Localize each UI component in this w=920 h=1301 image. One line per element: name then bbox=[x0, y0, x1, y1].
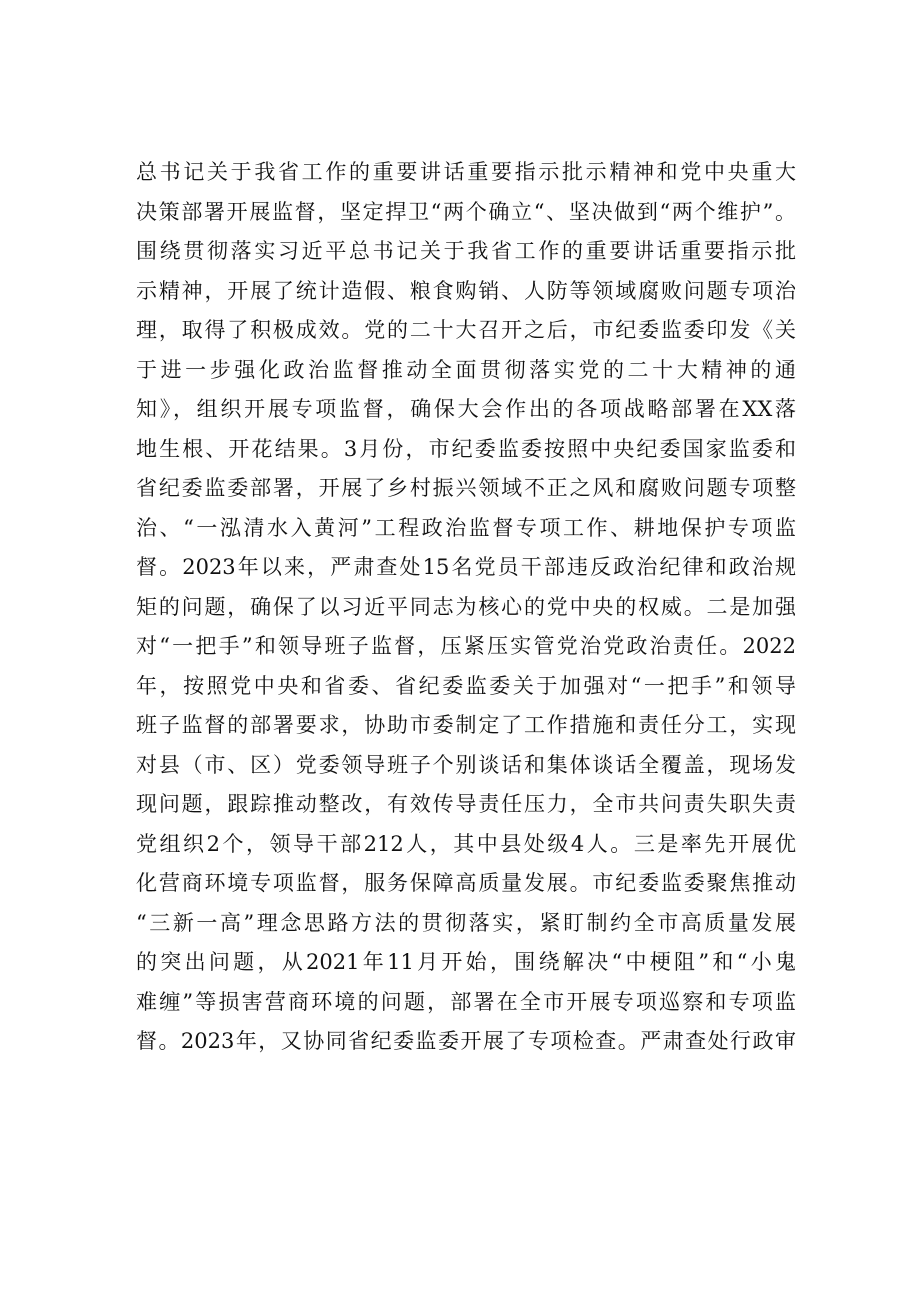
text-line: 对县（市、区）党委领导班子个别谈话和集体谈话全覆盖，现场发 bbox=[136, 752, 796, 777]
text-line: 的突出问题，从2021年11月开始，围绕解决“中梗阻”和“小鬼 bbox=[136, 950, 796, 974]
text-line: 矩的问题，确保了以习近平同志为核心的党中央的权威。二是加强 bbox=[136, 594, 796, 619]
text-line: 示精神，开展了统计造假、粮食购销、人防等领域腐败问题专项治 bbox=[136, 278, 796, 303]
text-line: 督。2023年，又协同省纪委监委开展了专项检查。严肃查处行政审 bbox=[136, 1029, 796, 1053]
text-line: 围绕贯彻落实习近平总书记关于我省工作的重要讲话重要指示批 bbox=[136, 239, 796, 263]
text-line: 党组织2个，领导干部212人，其中县处级4人。三是率先开展优 bbox=[136, 831, 796, 856]
text-line: 化营商环境专项监督，服务保障高质量发展。市纪委监委聚焦推动 bbox=[136, 871, 796, 895]
text-line: “三新一高”理念思路方法的贯彻落实，紧盯制约全市高质量发展 bbox=[136, 910, 796, 935]
text-line: 地生根、开花结果。3月份，市纪委监委按照中央纪委国家监委和 bbox=[136, 436, 796, 461]
body-text bbox=[136, 153, 796, 1062]
text-line: 于进一步强化政治监督推动全面贯彻落实党的二十大精神的通 bbox=[136, 357, 796, 382]
text-line: 班子监督的部署要求，协助市委制定了工作措施和责任分工，实现 bbox=[136, 713, 796, 737]
text-line: 对“一把手”和领导班子监督，压紧压实管党治党政治责任。2022 bbox=[136, 634, 796, 658]
text-line: 督。2023年以来，严肃查处15名党员干部违反政治纪律和政治规 bbox=[136, 555, 796, 579]
text-line: 年，按照党中央和省委、省纪委监委关于加强对“一把手”和领导 bbox=[136, 673, 796, 698]
text-line: 治、“一泓清水入黄河”工程政治监督专项工作、耕地保护专项监 bbox=[136, 515, 796, 540]
text-line: 决策部署开展监督，坚定捍卫“两个确立“、坚决做到“两个维护”。 bbox=[136, 199, 796, 224]
text-line: 现问题，跟踪推动整改，有效传导责任压力，全市共问责失职失责 bbox=[136, 792, 796, 816]
text-line: 理，取得了积极成效。党的二十大召开之后，市纪委监委印发《关 bbox=[136, 318, 796, 342]
text-line: 总书记关于我省工作的重要讲话重要指示批示精神和党中央重大 bbox=[136, 160, 796, 184]
text-line: 省纪委监委部署，开展了乡村振兴领域不正之风和腐败问题专项整 bbox=[136, 476, 796, 500]
text-line: 难缠”等损害营商环境的问题，部署在全市开展专项巡察和专项监 bbox=[136, 989, 796, 1014]
text-line: 知》，组织开展专项监督，确保大会作出的各项战略部署在XX落 bbox=[136, 397, 796, 421]
